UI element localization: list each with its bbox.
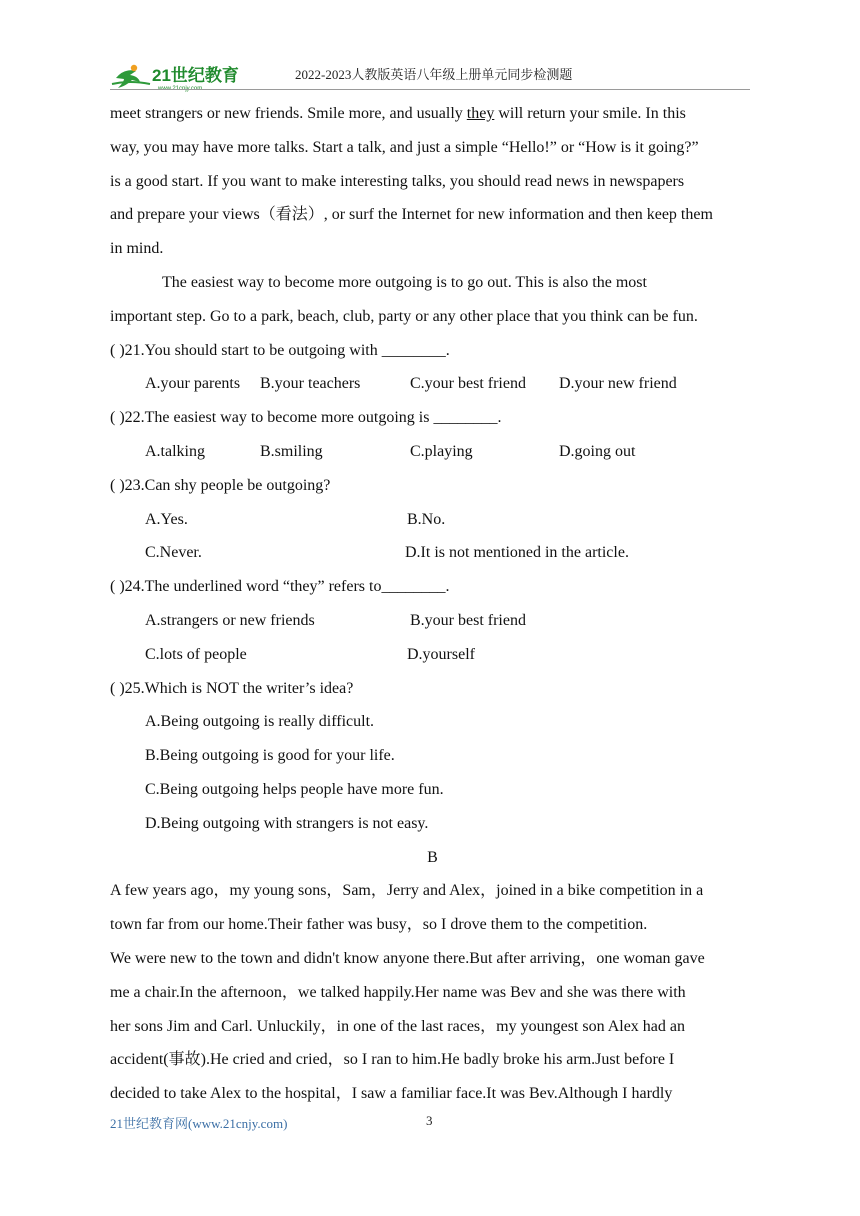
question-24-stem: ( )24.The underlined word “they” refers to________. (110, 578, 450, 596)
option-d[interactable]: D.Being outgoing with strangers is not easy. (145, 814, 429, 832)
passage-b-line: her sons Jim and Carl. Unluckily，in one of the last races，my youngest son Alex had an (110, 1017, 686, 1035)
option-b[interactable]: B.smiling (260, 442, 323, 460)
page-header (110, 56, 750, 96)
option-d[interactable]: D.your new friend (559, 375, 677, 393)
option-a[interactable]: A.your parents (145, 375, 241, 393)
question-22-options (110, 435, 755, 469)
site-logo (110, 62, 270, 92)
question-22-stem: ( )22.The easiest way to become more outgoing is ________. (110, 409, 502, 427)
option-d[interactable]: D.yourself (407, 645, 475, 663)
question-23-options-row2 (110, 536, 755, 570)
question-21-options (110, 367, 755, 401)
section-b-heading: B (427, 848, 438, 866)
option-a[interactable]: A.talking (145, 442, 205, 460)
option-d[interactable]: D.going out (559, 442, 636, 460)
passage-b-line: accident(事故).He cried and cried，so I ran to him.He badly broke his arm.Just before I (110, 1051, 675, 1069)
passage-line: meet strangers or new friends. Smile more, and usually they will return your smile. In this (110, 105, 686, 122)
passage-b-line: town far from our home.Their father was busy，so I drove them to the competition. (110, 916, 648, 934)
passage-line: in mind. (110, 240, 164, 258)
passage-line: The easiest way to become more outgoing is to go out. This is also the most (162, 273, 647, 291)
question-23-options-row1 (110, 503, 755, 537)
question-24-options-row2 (110, 638, 755, 672)
passage-b-line: A few years ago，my young sons，Sam，Jerry and Alex，joined in a bike competition in a (110, 882, 704, 900)
footer-site-link[interactable]: 21世纪教育网(www.21cnjy.com) (110, 1116, 288, 1131)
passage-line: and prepare your views（看法）, or surf the Internet for new information and then keep them (110, 206, 713, 224)
question-25-stem: ( )25.Which is NOT the writer’s idea? (110, 679, 354, 697)
page-body (110, 97, 755, 1111)
option-a[interactable]: A.Yes. (145, 510, 188, 528)
option-a[interactable]: A.strangers or new friends (145, 611, 315, 629)
question-24-options-row1 (110, 604, 755, 638)
page-number: 3 (426, 1113, 433, 1128)
option-b[interactable]: B.your best friend (410, 611, 526, 629)
svg-text:www.21cnjy.com: www.21cnjy.com (158, 86, 203, 92)
underlined-word-they: they (466, 105, 495, 122)
passage-b-line: me a chair.In the afternoon，we talked happily.Her name was Bev and she was there with (110, 983, 686, 1001)
option-b[interactable]: B.No. (407, 510, 446, 528)
option-b[interactable]: B.your teachers (260, 375, 361, 393)
question-23-stem: ( )23.Can shy people be outgoing? (110, 476, 331, 494)
option-d[interactable]: D.It is not mentioned in the article. (405, 544, 629, 562)
passage-b-line: We were new to the town and didn't know anyone there.But after arriving，one woman gave (110, 949, 705, 967)
option-c[interactable]: C.Being outgoing helps people have more fun. (145, 780, 444, 798)
header-divider (110, 89, 750, 90)
passage-b-line: decided to take Alex to the hospital，I saw a familiar face.It was Bev.Although I hardly (110, 1085, 673, 1103)
option-c[interactable]: C.your best friend (410, 375, 526, 393)
option-c[interactable]: C.Never. (145, 544, 202, 562)
svg-text:21世纪教育: 21世纪教育 (152, 66, 239, 85)
option-c[interactable]: C.lots of people (145, 645, 247, 663)
passage-line: way, you may have more talks. Start a talk, and just a simple “Hello!” or “How is it going?” (110, 138, 699, 156)
passage-line: is a good start. If you want to make interesting talks, you should read news in newspapers (110, 172, 685, 190)
question-21-stem: ( )21.You should start to be outgoing with ________. (110, 341, 450, 359)
passage-line: important step. Go to a park, beach, club, party or any other place that you think can be fun. (110, 307, 698, 325)
option-a[interactable]: A.Being outgoing is really difficult. (145, 713, 375, 731)
option-c[interactable]: C.playing (410, 442, 473, 460)
document-title: 2022-2023人教版英语八年级上册单元同步检测题 (295, 67, 573, 82)
option-b[interactable]: B.Being outgoing is good for your life. (145, 747, 395, 765)
